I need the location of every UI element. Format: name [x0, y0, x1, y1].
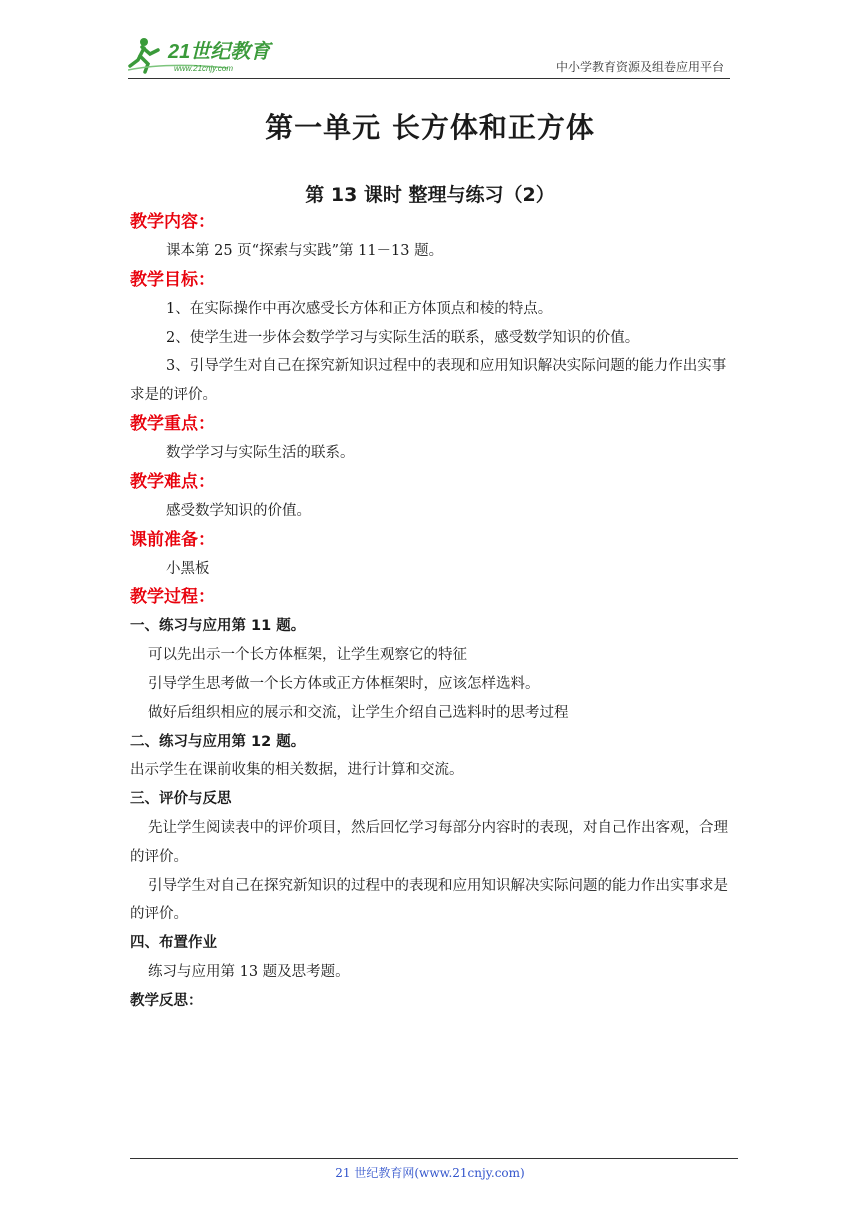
- step-4-line-1: 练习与应用第 13 题及思考题。: [148, 963, 350, 980]
- goals-heading: 教学目标：: [130, 269, 215, 290]
- step-1-line-2: 引导学生思考做一个长方体或正方体框架时，应该怎样选料。: [148, 675, 540, 692]
- step-1-line-3: 做好后组织相应的展示和交流，让学生介绍自己选料时的思考过程: [148, 704, 569, 721]
- preparation-text: 小黑板: [166, 560, 210, 577]
- key-points-heading: 教学重点：: [130, 413, 215, 434]
- preparation-heading: 课前准备：: [130, 529, 215, 550]
- content-text: 课本第 25 页“探索与实践”第 11－13 题。: [166, 243, 444, 259]
- page-header: [128, 30, 730, 79]
- difficult-points-heading: 教学难点：: [130, 471, 215, 492]
- platform-label: 中小学教育资源及组卷应用平台: [555, 60, 724, 74]
- goal-1: 1、在实际操作中再次感受长方体和正方体顶点和棱的特点。: [166, 300, 553, 317]
- footer-divider: [130, 1158, 738, 1159]
- content-heading: 教学内容：: [130, 212, 215, 232]
- step-2-line-1: 出示学生在课前收集的相关数据，进行计算和交流。: [130, 762, 464, 779]
- goal-2: 2、使学生进一步体会数学学习与实际生活的联系，感受数学知识的价值。: [166, 329, 640, 346]
- unit-title: 第一单元 长方体和正方体: [265, 111, 595, 144]
- step-3-line-1: 先让学生阅读表中的评价项目，然后回忆学习每部分内容时的表现，对自己作出客观，合理的评价。: [130, 819, 728, 865]
- footer-link[interactable]: 21 世纪教育网(www.21cnjy.com): [335, 1166, 525, 1180]
- site-logo[interactable]: [128, 34, 288, 76]
- step-1-line-1: 可以先出示一个长方体框架，让学生观察它的特征: [148, 647, 467, 664]
- logo-main-text: 21世纪教育: [168, 41, 271, 63]
- step-1-title: 一、练习与应用第 11 题。: [130, 618, 306, 635]
- goal-3: 3、引导学生对自己在探究新知识过程中的表现和应用知识解决实际问题的能力作出实事求是的评价。: [130, 358, 727, 404]
- reflection-label: 教学反思：: [130, 992, 203, 1009]
- step-3-line-2: 引导学生对自己在探究新知识的过程中的表现和应用知识解决实际问题的能力作出实事求是的评价。: [130, 877, 728, 923]
- difficult-points-text: 感受数学知识的价值。: [166, 502, 311, 519]
- step-2-title: 二、练习与应用第 12 题。: [130, 733, 306, 750]
- step-3-title: 三、评价与反思: [130, 791, 232, 808]
- step-4-title: 四、布置作业: [130, 935, 217, 952]
- key-points-text: 数学学习与实际生活的联系。: [166, 444, 355, 461]
- logo-url-text: www.21cnjy.com: [174, 64, 233, 73]
- lesson-plan-body: [130, 208, 732, 1016]
- runner-logo-icon: [128, 34, 288, 76]
- lesson-title: 第 13 课时 整理与练习（2）: [305, 184, 555, 206]
- process-heading: 教学过程：: [130, 587, 215, 608]
